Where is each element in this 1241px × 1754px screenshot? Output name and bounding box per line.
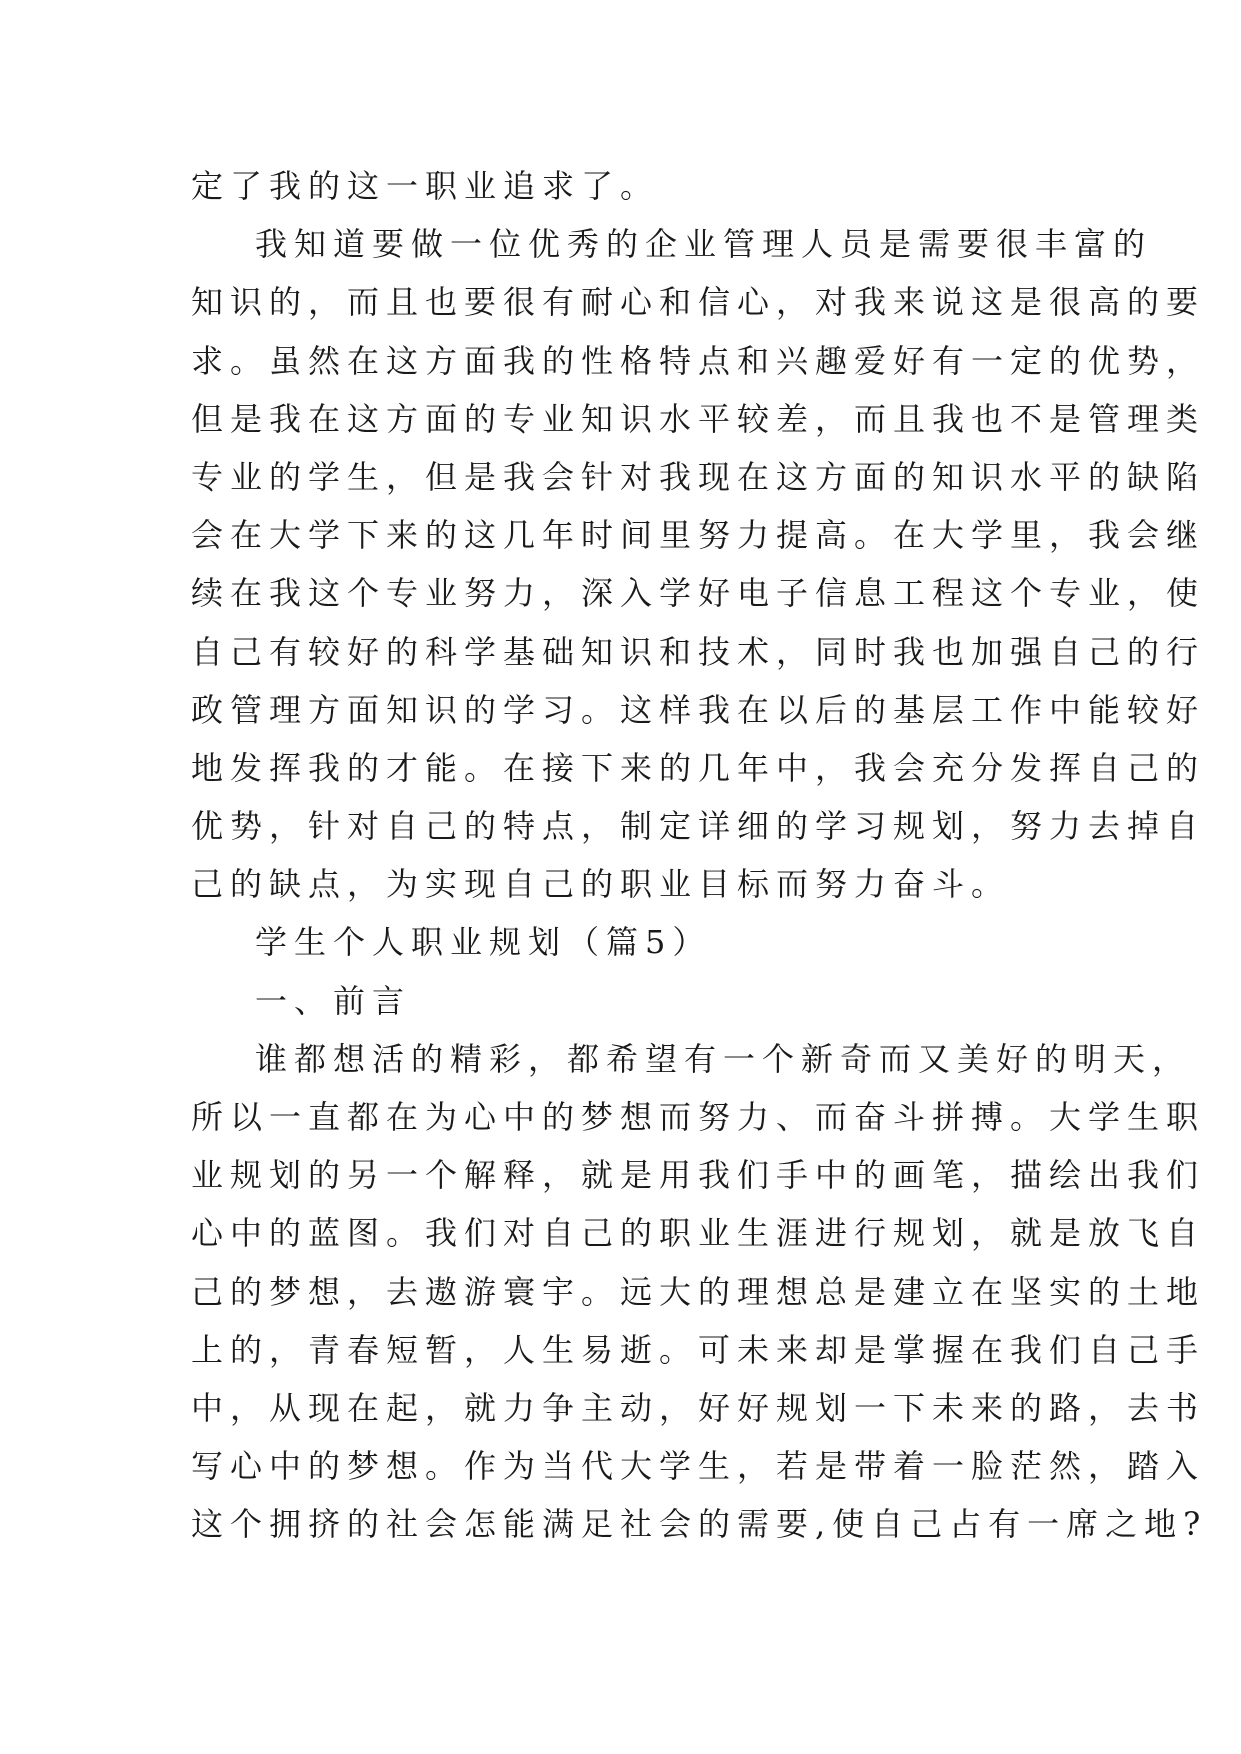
section-heading: 学生个人职业规划（篇5） — [255, 923, 712, 962]
text-line: 心中的蓝图。我们对自己的职业生涯进行规划，就是放飞自 — [191, 1214, 1206, 1253]
document-body — [191, 157, 1208, 1554]
text-line: 自己有较好的科学基础知识和技术，同时我也加强自己的行 — [191, 632, 1206, 671]
text-line: 续在我这个专业努力，深入学好电子信息工程这个专业，使 — [191, 574, 1206, 613]
text-line: 但是我在这方面的专业知识水平较差，而且我也不是管理类 — [191, 399, 1206, 438]
text-line: 这个拥挤的社会怎能满足社会的需要,使自己占有一席之地? — [191, 1505, 1208, 1544]
text-line: 政管理方面知识的学习。这样我在以后的基层工作中能较好 — [191, 690, 1206, 729]
text-line: 中，从现在起，就力争主动，好好规划一下未来的路，去书 — [191, 1388, 1206, 1427]
text-line: 定了我的这一职业追求了。 — [191, 167, 660, 205]
text-line: 地发挥我的才能。在接下来的几年中，我会充分发挥自己的 — [191, 748, 1206, 787]
paragraph-start-line: 谁都想活的精彩，都希望有一个新奇而又美好的明天， — [255, 1039, 1192, 1078]
text-line: 上的，青春短暂，人生易逝。可未来却是掌握在我们自己手 — [191, 1330, 1206, 1369]
text-line: 业规划的另一个解释，就是用我们手中的画笔，描绘出我们 — [191, 1156, 1206, 1195]
text-line: 知识的，而且也要很有耐心和信心，对我来说这是很高的要 — [191, 283, 1206, 322]
text-line: 求。虽然在这方面我的性格特点和兴趣爱好有一定的优势， — [191, 341, 1206, 380]
text-line: 己的梦想，去遨游寰宇。远大的理想总是建立在坚实的土地 — [191, 1272, 1206, 1311]
paragraph-start-line: 我知道要做一位优秀的企业管理人员是需要很丰富的 — [255, 225, 1153, 264]
text-line: 会在大学下来的这几年时间里努力提高。在大学里，我会继 — [191, 516, 1206, 555]
text-line: 所以一直都在为心中的梦想而努力、而奋斗拼搏。大学生职 — [191, 1098, 1206, 1136]
text-line: 优势，针对自己的特点，制定详细的学习规划，努力去掉自 — [191, 807, 1206, 846]
text-line: 写心中的梦想。作为当代大学生，若是带着一脸茫然，踏入 — [191, 1447, 1206, 1486]
text-line: 专业的学生，但是我会针对我现在这方面的知识水平的缺陷 — [191, 457, 1206, 496]
subsection-heading: 一、前言 — [255, 981, 412, 1020]
text-line: 己的缺点，为实现自己的职业目标而努力奋斗。 — [191, 865, 1011, 904]
